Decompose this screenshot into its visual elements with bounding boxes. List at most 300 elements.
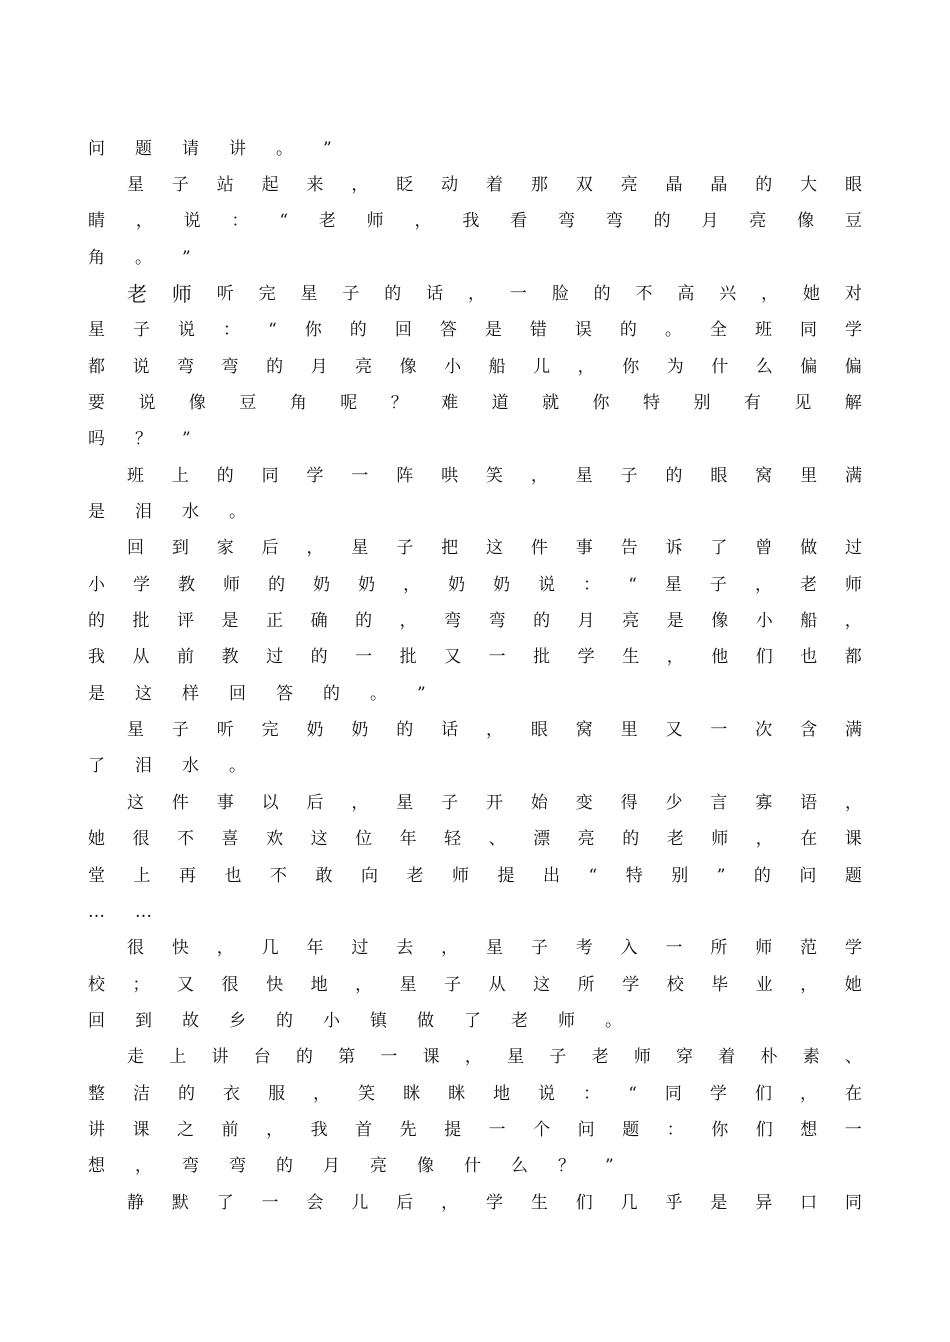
glyph: 地 bbox=[493, 1083, 511, 1104]
glyph: 的 bbox=[396, 720, 414, 741]
text-line bbox=[88, 1149, 862, 1185]
glyph: 的 bbox=[266, 356, 284, 377]
glyph: 星 bbox=[127, 174, 144, 195]
glyph: 解 bbox=[844, 392, 862, 413]
glyph: 在 bbox=[800, 829, 818, 850]
glyph: 之 bbox=[177, 1119, 195, 1140]
glyph: 都 bbox=[844, 647, 862, 668]
glyph: 笑 bbox=[358, 1083, 376, 1104]
glyph: 穿 bbox=[676, 1047, 694, 1068]
glyph: 同 bbox=[799, 320, 817, 341]
glyph: 批 bbox=[533, 647, 551, 668]
glyph: 寡 bbox=[755, 792, 773, 813]
glyph: 的 bbox=[88, 611, 105, 632]
glyph: 眼 bbox=[530, 720, 548, 741]
glyph: 了 bbox=[88, 756, 105, 777]
glyph: 。 bbox=[664, 320, 682, 341]
text-line bbox=[88, 858, 862, 894]
glyph: 子 bbox=[549, 1047, 567, 1068]
glyph: 生 bbox=[530, 1192, 548, 1213]
text-line bbox=[88, 204, 862, 240]
glyph: 一 bbox=[509, 283, 527, 304]
glyph: 都 bbox=[88, 356, 105, 377]
glyph: ” bbox=[182, 247, 191, 268]
text-line bbox=[88, 822, 862, 858]
glyph: 子 bbox=[171, 720, 189, 741]
glyph: 再 bbox=[179, 865, 196, 886]
glyph: 见 bbox=[794, 392, 812, 413]
glyph: 别 bbox=[671, 865, 689, 886]
text-line bbox=[127, 785, 862, 821]
glyph: “ bbox=[588, 865, 598, 886]
glyph: 很 bbox=[127, 938, 144, 959]
glyph: 又 bbox=[177, 974, 195, 995]
glyph: 。 bbox=[229, 756, 246, 777]
glyph: 星 bbox=[351, 538, 369, 559]
glyph: 去 bbox=[396, 938, 414, 959]
glyph: 过 bbox=[845, 538, 862, 559]
glyph: 师 bbox=[711, 829, 729, 850]
glyph: 么 bbox=[511, 1156, 528, 1177]
glyph: 这 bbox=[533, 974, 551, 995]
glyph: ， bbox=[414, 211, 432, 232]
glyph: 么 bbox=[755, 356, 773, 377]
glyph: 题 bbox=[622, 1119, 640, 1140]
glyph: 全 bbox=[709, 320, 727, 341]
glyph: 月 bbox=[577, 611, 595, 632]
glyph: 完 bbox=[261, 720, 279, 741]
glyph: 老 bbox=[666, 829, 684, 850]
glyph: 子 bbox=[444, 974, 462, 995]
glyph: 我 bbox=[310, 1119, 328, 1140]
text-line bbox=[127, 713, 862, 749]
glyph: ， bbox=[306, 538, 324, 559]
glyph: 素 bbox=[802, 1047, 820, 1068]
glyph: 范 bbox=[800, 938, 818, 959]
glyph: 道 bbox=[491, 392, 509, 413]
glyph: 开 bbox=[486, 792, 503, 813]
glyph: 一 bbox=[351, 465, 369, 486]
glyph: 站 bbox=[216, 174, 234, 195]
glyph: 的 bbox=[178, 1083, 196, 1104]
glyph: 子 bbox=[441, 792, 459, 813]
glyph: 里 bbox=[620, 720, 638, 741]
glyph: 提 bbox=[444, 1119, 462, 1140]
glyph: 奶 bbox=[306, 720, 324, 741]
glyph: 朴 bbox=[760, 1047, 778, 1068]
glyph: 回 bbox=[229, 683, 246, 704]
text-line bbox=[88, 422, 862, 458]
glyph: 奶 bbox=[448, 574, 466, 595]
glyph: 着 bbox=[718, 1047, 736, 1068]
glyph: 老 bbox=[127, 282, 147, 307]
glyph: 第 bbox=[338, 1047, 356, 1068]
glyph: 教 bbox=[178, 574, 196, 595]
glyph: 的 bbox=[276, 1010, 293, 1031]
glyph: ： bbox=[583, 574, 601, 595]
glyph: 课 bbox=[844, 829, 862, 850]
glyph: 的 bbox=[216, 465, 234, 486]
glyph: 的 bbox=[593, 283, 611, 304]
glyph: 老 bbox=[511, 1010, 528, 1031]
glyph: 的 bbox=[653, 211, 671, 232]
glyph: … bbox=[135, 901, 152, 922]
glyph: ， bbox=[403, 574, 421, 595]
glyph: 说 bbox=[538, 574, 556, 595]
glyph: 星 bbox=[396, 792, 414, 813]
glyph: 小 bbox=[323, 1010, 340, 1031]
glyph: 漂 bbox=[533, 829, 551, 850]
glyph: ？ bbox=[135, 429, 152, 450]
glyph: 件 bbox=[171, 792, 189, 813]
glyph: 星 bbox=[486, 938, 503, 959]
glyph: 月 bbox=[701, 211, 719, 232]
glyph: 确 bbox=[310, 611, 328, 632]
glyph: 说 bbox=[132, 356, 150, 377]
glyph: ， bbox=[799, 1083, 817, 1104]
glyph: 儿 bbox=[533, 356, 551, 377]
glyph: 一 bbox=[261, 1192, 279, 1213]
glyph: 批 bbox=[399, 647, 417, 668]
glyph: 老 bbox=[318, 211, 336, 232]
glyph: 学 bbox=[306, 465, 324, 486]
glyph: 请 bbox=[182, 138, 199, 159]
glyph: 们 bbox=[755, 647, 773, 668]
glyph: 评 bbox=[177, 611, 195, 632]
glyph: 做 bbox=[800, 538, 818, 559]
glyph: 了 bbox=[216, 1192, 234, 1213]
glyph: ， bbox=[666, 647, 684, 668]
glyph: ， bbox=[313, 1083, 331, 1104]
glyph: 月 bbox=[323, 1156, 340, 1177]
glyph: 乡 bbox=[229, 1010, 246, 1031]
glyph: ， bbox=[441, 1192, 459, 1213]
glyph: 讲 bbox=[211, 1047, 229, 1068]
glyph: 师 bbox=[633, 1047, 651, 1068]
glyph: 弯 bbox=[605, 211, 623, 232]
glyph: 眨 bbox=[396, 174, 414, 195]
glyph: 从 bbox=[132, 647, 150, 668]
glyph: 想 bbox=[88, 1156, 105, 1177]
glyph: 答 bbox=[276, 683, 293, 704]
glyph: “ bbox=[268, 320, 277, 341]
glyph: 我 bbox=[88, 647, 105, 668]
glyph: 像 bbox=[417, 1156, 434, 1177]
glyph: 年 bbox=[306, 938, 324, 959]
glyph: 出 bbox=[543, 865, 560, 886]
glyph: ： bbox=[231, 211, 249, 232]
glyph: 豆 bbox=[239, 392, 257, 413]
glyph: 弯 bbox=[177, 356, 195, 377]
glyph: 动 bbox=[441, 174, 459, 195]
glyph: 轻 bbox=[444, 829, 462, 850]
glyph: 师 bbox=[171, 282, 192, 307]
glyph: 静 bbox=[127, 1192, 144, 1213]
glyph: 事 bbox=[216, 792, 234, 813]
glyph: 。 bbox=[370, 683, 387, 704]
glyph: ， bbox=[754, 574, 772, 595]
glyph: 喜 bbox=[221, 829, 239, 850]
glyph: 的 bbox=[665, 465, 683, 486]
text-line bbox=[88, 495, 862, 531]
glyph: 你 bbox=[304, 320, 322, 341]
glyph: 眯 bbox=[448, 1083, 466, 1104]
glyph: 事 bbox=[575, 538, 593, 559]
glyph: 家 bbox=[216, 538, 234, 559]
glyph: ， bbox=[577, 356, 595, 377]
glyph: 件 bbox=[530, 538, 548, 559]
glyph: 。 bbox=[135, 247, 152, 268]
glyph: 问 bbox=[88, 138, 105, 159]
glyph: 要 bbox=[88, 392, 105, 413]
text-line bbox=[88, 640, 862, 676]
text-line bbox=[127, 1040, 862, 1076]
glyph: 睛 bbox=[88, 211, 105, 232]
glyph: 的 bbox=[268, 574, 286, 595]
glyph: 的 bbox=[349, 320, 367, 341]
glyph: 子 bbox=[342, 283, 360, 304]
glyph: 吗 bbox=[88, 429, 105, 450]
text-line bbox=[88, 749, 862, 785]
glyph: 学 bbox=[844, 320, 862, 341]
glyph: 上 bbox=[171, 465, 189, 486]
glyph: 有 bbox=[743, 392, 761, 413]
glyph: 。 bbox=[605, 1010, 622, 1031]
glyph: 什 bbox=[711, 356, 729, 377]
glyph: 满 bbox=[845, 465, 862, 486]
glyph: 乎 bbox=[665, 1192, 683, 1213]
glyph: 角 bbox=[88, 247, 105, 268]
glyph: 你 bbox=[592, 392, 610, 413]
glyph: 正 bbox=[266, 611, 284, 632]
glyph: ？ bbox=[390, 392, 408, 413]
glyph: 走 bbox=[127, 1047, 144, 1068]
glyph: 亮 bbox=[622, 611, 640, 632]
glyph: 是 bbox=[221, 611, 239, 632]
glyph: ： bbox=[583, 1083, 601, 1104]
glyph: 一 bbox=[355, 647, 373, 668]
glyph: ； bbox=[132, 974, 150, 995]
glyph: 台 bbox=[253, 1047, 271, 1068]
glyph: 星 bbox=[399, 974, 417, 995]
glyph: 弯 bbox=[488, 611, 506, 632]
glyph: 星 bbox=[88, 320, 105, 341]
glyph: 变 bbox=[575, 792, 593, 813]
glyph: 题 bbox=[135, 138, 152, 159]
glyph: 像 bbox=[711, 611, 729, 632]
glyph: “ bbox=[628, 574, 637, 595]
glyph: 想 bbox=[800, 1119, 818, 1140]
glyph: 前 bbox=[221, 1119, 239, 1140]
glyph: 豆 bbox=[844, 211, 862, 232]
glyph: 位 bbox=[355, 829, 373, 850]
glyph: 难 bbox=[441, 392, 459, 413]
glyph: 星 bbox=[127, 720, 144, 741]
glyph: 子 bbox=[133, 320, 151, 341]
glyph: 星 bbox=[575, 465, 593, 486]
glyph: 先 bbox=[399, 1119, 417, 1140]
text-line bbox=[88, 567, 862, 603]
glyph: ， bbox=[761, 283, 779, 304]
glyph: 默 bbox=[171, 1192, 189, 1213]
glyph: 异 bbox=[755, 1192, 773, 1213]
glyph: 的 bbox=[622, 829, 640, 850]
glyph: 弯 bbox=[221, 356, 239, 377]
glyph: 一 bbox=[380, 1047, 398, 1068]
glyph: 的 bbox=[755, 174, 773, 195]
glyph: 首 bbox=[355, 1119, 373, 1140]
glyph: 堂 bbox=[88, 865, 105, 886]
glyph: 船 bbox=[800, 611, 818, 632]
glyph: 水 bbox=[182, 502, 199, 522]
glyph: ， bbox=[135, 211, 153, 232]
glyph: 奶 bbox=[313, 574, 331, 595]
glyph: 。 bbox=[229, 502, 246, 522]
glyph: 诉 bbox=[665, 538, 683, 559]
text-line bbox=[127, 276, 862, 312]
glyph: 弯 bbox=[557, 211, 575, 232]
glyph: 不 bbox=[635, 283, 653, 304]
glyph: 也 bbox=[224, 865, 242, 886]
glyph: 为 bbox=[666, 356, 684, 377]
glyph: 学 bbox=[486, 1192, 503, 1213]
glyph: 欢 bbox=[266, 829, 284, 850]
glyph: 小 bbox=[88, 574, 105, 595]
glyph: 亮 bbox=[355, 356, 373, 377]
glyph: 阵 bbox=[396, 465, 414, 486]
text-line bbox=[88, 240, 862, 276]
glyph: 双 bbox=[575, 174, 593, 195]
glyph: 晶 bbox=[710, 174, 728, 195]
glyph: 的 bbox=[619, 320, 637, 341]
glyph: 说 bbox=[138, 392, 156, 413]
glyph: 你 bbox=[622, 356, 640, 377]
glyph: 高 bbox=[677, 283, 695, 304]
glyph: 这 bbox=[135, 683, 152, 704]
glyph: 前 bbox=[177, 647, 195, 668]
glyph: 一 bbox=[710, 720, 728, 741]
glyph: 别 bbox=[693, 392, 711, 413]
text-line bbox=[88, 349, 862, 385]
glyph: 子 bbox=[709, 574, 727, 595]
glyph: 回 bbox=[88, 1010, 105, 1031]
glyph: 水 bbox=[182, 756, 199, 777]
glyph: 儿 bbox=[351, 1192, 369, 1213]
glyph: 亮 bbox=[620, 174, 638, 195]
glyph: ， bbox=[355, 974, 373, 995]
glyph: 的 bbox=[384, 283, 402, 304]
glyph: 以 bbox=[261, 792, 279, 813]
glyph: 的 bbox=[310, 647, 328, 668]
glyph: 、 bbox=[488, 829, 506, 850]
glyph: 会 bbox=[306, 1192, 324, 1213]
glyph: ， bbox=[845, 792, 862, 813]
glyph: ， bbox=[800, 974, 818, 995]
glyph: 晶 bbox=[665, 174, 683, 195]
glyph: 是 bbox=[666, 611, 684, 632]
glyph: ， bbox=[468, 283, 485, 304]
glyph: 同 bbox=[261, 465, 279, 486]
glyph: 把 bbox=[441, 538, 459, 559]
glyph: 他 bbox=[711, 647, 729, 668]
glyph: 讲 bbox=[229, 138, 246, 159]
glyph: 一 bbox=[488, 647, 506, 668]
glyph: 亮 bbox=[749, 211, 767, 232]
glyph: 是 bbox=[88, 683, 105, 704]
glyph: 听 bbox=[216, 283, 234, 304]
glyph: 答 bbox=[439, 320, 457, 341]
glyph: 亮 bbox=[370, 1156, 387, 1177]
glyph: 老 bbox=[406, 865, 424, 886]
text-line bbox=[88, 313, 862, 349]
glyph: 那 bbox=[530, 174, 548, 195]
glyph: 起 bbox=[261, 174, 279, 195]
glyph: 星 bbox=[507, 1047, 525, 1068]
glyph: 她 bbox=[844, 974, 862, 995]
text-line bbox=[127, 458, 862, 494]
glyph: 后 bbox=[306, 792, 324, 813]
glyph: 又 bbox=[665, 720, 683, 741]
glyph: 师 bbox=[755, 938, 773, 959]
glyph: 班 bbox=[754, 320, 772, 341]
glyph: 误 bbox=[574, 320, 592, 341]
glyph: 弯 bbox=[444, 611, 462, 632]
glyph: 少 bbox=[665, 792, 683, 813]
glyph: 们 bbox=[754, 1083, 772, 1104]
glyph: ， bbox=[399, 611, 417, 632]
glyph: 说 bbox=[183, 211, 201, 232]
glyph: 角 bbox=[289, 392, 307, 413]
glyph: 讲 bbox=[88, 1119, 105, 1140]
glyph: 向 bbox=[361, 865, 378, 886]
glyph: 在 bbox=[844, 1083, 862, 1104]
glyph: ， bbox=[530, 465, 548, 486]
text-line bbox=[127, 931, 862, 967]
glyph: ” bbox=[417, 683, 426, 704]
glyph: 对 bbox=[844, 283, 862, 304]
glyph: 问 bbox=[799, 865, 817, 886]
glyph: 、 bbox=[844, 1047, 862, 1068]
glyph: 是 bbox=[484, 320, 502, 341]
glyph: 船 bbox=[488, 356, 506, 377]
glyph: 说 bbox=[538, 1083, 556, 1104]
glyph: 兴 bbox=[719, 283, 737, 304]
glyph: ， bbox=[266, 1119, 284, 1140]
glyph: 是 bbox=[88, 502, 105, 522]
glyph: 像 bbox=[797, 211, 815, 232]
glyph: 校 bbox=[666, 974, 684, 995]
glyph: ， bbox=[135, 1156, 152, 1177]
glyph: 的 bbox=[276, 1156, 293, 1177]
glyph: ： bbox=[666, 1119, 684, 1140]
glyph: 题 bbox=[844, 865, 862, 886]
glyph: 过 bbox=[266, 647, 284, 668]
glyph: 教 bbox=[221, 647, 239, 668]
glyph: 师 bbox=[844, 574, 862, 595]
glyph: 学 bbox=[622, 974, 640, 995]
glyph: 师 bbox=[223, 574, 241, 595]
text-line bbox=[127, 1185, 862, 1221]
glyph: 完 bbox=[258, 283, 276, 304]
glyph: 亮 bbox=[577, 829, 595, 850]
glyph: 了 bbox=[710, 538, 728, 559]
glyph: 所 bbox=[710, 938, 728, 959]
glyph: 哄 bbox=[441, 465, 459, 486]
glyph: 月 bbox=[310, 356, 328, 377]
glyph: 星 bbox=[664, 574, 682, 595]
glyph: 整 bbox=[88, 1083, 105, 1104]
glyph: 子 bbox=[171, 174, 189, 195]
